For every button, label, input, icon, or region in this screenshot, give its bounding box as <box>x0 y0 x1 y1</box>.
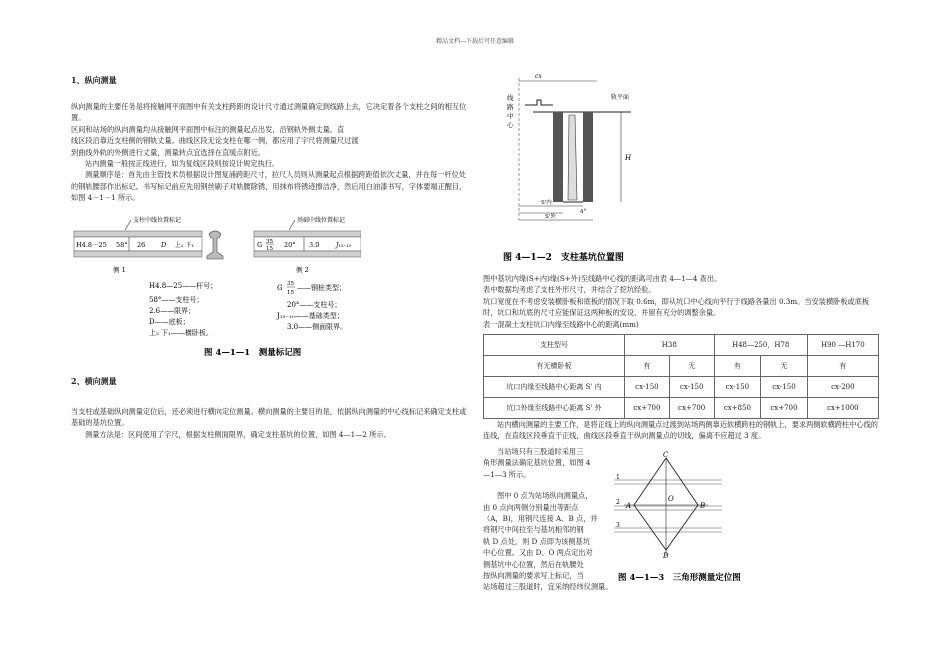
table-cell: cx-200 <box>807 377 878 398</box>
paragraph: 坑口宽度在不考虑安装横卧板和底板的情况下取 0.6m，即从坑口中心线向平行于线路各量出 0.3m。当安装横卧板或底板时，坑口和坑底的尺寸应能保证这两种板的安设，并留有充分的调整余量。 <box>483 296 870 318</box>
legend-right-frac-bottom: 15 <box>287 290 294 296</box>
table-cell: cx+700 <box>625 398 670 419</box>
section-2-body <box>71 406 471 440</box>
page-header: 精品文档---下载后可任意编辑 <box>435 38 515 45</box>
table-row <box>484 398 879 419</box>
table-cell: H38 <box>625 335 715 356</box>
table-cell: 无 <box>669 356 714 377</box>
legend-left-4: 上₂ 下₁——横卧板。 <box>149 329 213 337</box>
paragraph-line: 轨 D 点处，则 D 点即为该侧基坑 <box>483 536 590 546</box>
figure-pit-position <box>483 70 653 265</box>
table-cell: H48—250，H78 <box>714 335 807 356</box>
section-1-body <box>71 101 471 204</box>
rail2-mark-frac-top: 35 <box>266 239 273 245</box>
paragraph: 测量顺序是：首先由主管技术员根据设计图复涌跨距尺寸，拉尺人员则从测量起点根据跨距值依次丈量，并在每一杆位处的钢轨腰部作出标记。书写标记前应先用钢丝刷子对轨腰除锈，用抹布将锈迹擦洁净，然后用白油漆书写，字体要端正醒目，如图 4－1－1 所示。 <box>71 170 467 203</box>
table-cell: cx-150 <box>714 377 761 398</box>
paragraph-line: （A，B)，用钢尺连接 A、B 点，并 <box>483 514 598 524</box>
fig3-track-1: 1 <box>616 474 620 481</box>
rail2-mark-g: G <box>257 241 263 249</box>
table-cell: 坑口外缘至线路中心距离 S' 外 <box>484 398 625 419</box>
fig2-line-center-label <box>507 93 514 129</box>
paragraph: 图中基坑内缘(S+内)缘(S+外)至线路中心线的距离可由表 4—1—4 查出。 <box>483 274 722 283</box>
table-row <box>484 356 879 377</box>
paragraph-line: 将钢尺中间拉至与基坑相邻的钢 <box>483 525 584 535</box>
table-cell: cx+700 <box>761 398 808 419</box>
rail2-mark-angle: 20° <box>284 241 296 249</box>
table-cell: cx+1000 <box>807 398 878 419</box>
fig2-rail-label: 轨平面 <box>611 94 630 101</box>
legend-right-1: 20°——支柱号； <box>287 301 342 309</box>
paragraph: 纵向测量的主要任务是将接触网平面图中有关支柱跨距的设计尺寸通过测量确定到线路上去，它决定着各个支柱之间的相互位置。 <box>71 102 467 123</box>
paragraph-line: 角形测量法确定基坑位置，如图 4 <box>483 458 591 468</box>
fig3-label-a: A <box>626 502 632 510</box>
table-cell: 有 <box>625 356 670 377</box>
rail2-mark-foundation: J₁₅₋₁₀ <box>336 242 352 249</box>
table-row <box>484 377 879 398</box>
legend-left-2: 2.6——限界； <box>149 307 196 315</box>
legend-right-3: 3.0——侧面限界。 <box>287 323 348 331</box>
paragraph-line: 侧基坑中心位置，然后在轨腰处 <box>483 559 584 569</box>
paragraph: 区间和站场的纵向测量均从接触网平面图中标注的测量起点出发，沿钢轨外侧丈量。直 <box>71 124 345 134</box>
table-cell: H90 —H170 <box>807 335 878 356</box>
rail1-mark-angle: 58° <box>116 241 128 249</box>
table-cell: cx-150 <box>761 377 808 398</box>
legend-right-frac-top: 35 <box>287 281 294 287</box>
legend-right-0: ——钢桩类型； <box>297 284 346 292</box>
rail1-mark-num: 26 <box>137 241 146 249</box>
paragraph: 站内测量一般按正线进行，如为复线区段则按设计规定执行。 <box>85 159 280 169</box>
paragraph: 测量方法是：区间使用了字尺，根据支柱侧面限界，确定支柱基坑的位置，如图 4—1—2 所示。 <box>85 429 391 439</box>
rail1-mark-d: D <box>161 241 167 249</box>
right-body-2: 站内横向测量的主要工作，是将正线上的纵向测量点过渡到站场两侧靠近软横跨柱的钢轨上，要求两侧软横跨柱中心线的连线，在直线区段垂直于正线，曲线区段垂直于纵向测量点的切线，偏离不应超过 3 度。 <box>483 420 878 441</box>
table-cell: 有 <box>714 356 761 377</box>
legend-left-3: D——底板； <box>149 318 190 326</box>
fig2-line-center-1: 路 <box>507 103 514 111</box>
fig2-cx: cx <box>535 73 542 80</box>
table-cell: cx+700 <box>669 398 714 419</box>
fig3-label-d: D <box>663 552 669 560</box>
fig2-s-inner: S'内 <box>541 200 552 206</box>
table-row <box>484 335 879 356</box>
legend-right-2: J₁₅₋₁₀——基础类型； <box>277 312 344 320</box>
paragraph-line: —1—3 所示。 <box>483 469 531 479</box>
figure-triangle-measurement <box>612 450 780 590</box>
legend-left-1: 58°——支柱号； <box>149 296 204 304</box>
table-cell: 坑口内缘至线路中心距离 S' 内 <box>484 377 625 398</box>
paragraph-line: 图中 0 点为站场纵向测量点， <box>497 491 593 501</box>
paragraph-line: 站场超过三股道时，宜采纳经纬仪测量。 <box>483 582 613 592</box>
table-cell: cx-150 <box>669 377 714 398</box>
table-cell: 无 <box>761 356 808 377</box>
paragraph: 表中数据均考虑了支柱外形尺寸，并结合了挖坑经验。 <box>483 285 656 295</box>
fig3-label-o: O <box>668 495 674 503</box>
fig1-caption-side2: 侧 2 <box>296 266 309 274</box>
fig3-label-b: B <box>700 502 706 510</box>
rail1-mark-plate: 上₂ 下₁ <box>175 242 194 249</box>
fig2-line-center-3: 心 <box>507 121 514 129</box>
section-2-title: 2、横向测量 <box>71 376 117 386</box>
fig2-caption: 图 4—1—2 支柱基坑位置图 <box>503 253 624 263</box>
legend-left-0: H4.8—25——杆号； <box>149 282 218 290</box>
fig3-track-2: 2 <box>616 499 620 506</box>
distance-table <box>483 334 879 419</box>
table-caption: 表一混凝土支柱坑口内缘至线路中心的距离(mm) <box>483 319 639 329</box>
fig1-label-top1: 支柱中线位置标记 <box>133 217 182 224</box>
fig2-s-outer: S'外 <box>545 214 556 220</box>
paragraph-line: 当站场只有三股道时采用三 <box>497 447 584 456</box>
fig2-line-center-2: 中 <box>507 112 514 120</box>
rail1-mark-pole: H4.8－25 <box>76 241 107 249</box>
paragraph-line: 按纵向测量的要求写上标记，当 <box>483 571 584 581</box>
paragraph: 到曲线外轨的外侧进行丈量，测量转点宜选择在直缓点附近。 <box>71 147 266 157</box>
paragraph-line: 由 0 点向两侧分别量出等距点 <box>483 502 579 512</box>
rail2-mark-frac-bottom: 15 <box>266 246 273 252</box>
rail2-mark-limit: 3.0 <box>309 241 320 249</box>
fig1-label-top2: 基础中线位置标记 <box>297 217 346 224</box>
fig2-H: H <box>625 154 632 162</box>
fig3-caption: 图 4—1—3 三角形测量定位图 <box>618 573 741 583</box>
paragraph: 线区段沿靠近支柱侧的钢轨丈量。曲线区段无论支柱在哪一侧，都应用了字尺将测量尺过渡 <box>71 136 359 146</box>
legend-right-g: G <box>277 284 283 292</box>
right-body-3 <box>483 446 611 593</box>
table-cell: 支柱型号 <box>484 335 625 356</box>
fig2-line-center-0: 线 <box>507 94 514 102</box>
table-cell: 有无横卧板 <box>484 356 625 377</box>
right-body-1 <box>483 273 879 330</box>
fig3-label-c: C <box>663 451 669 459</box>
paragraph-line: 中心位置。又由 D、O 两点定出对 <box>483 548 593 558</box>
figure-measurement-marks <box>71 214 361 364</box>
section-1-title: 1、纵向测量 <box>71 75 117 85</box>
fig2-d: 4° <box>580 209 587 215</box>
fig1-caption-side1: 侧 1 <box>113 266 126 274</box>
table-cell: 有 <box>807 356 878 377</box>
fig1-caption: 图 4—1—1 测量标记图 <box>204 348 302 358</box>
paragraph: 当支柱或基础纵向测量定位后，还必须进行横向定位测量。横向测量的主要目的是，依据纵向测量的中心线标记来确定支柱或基础的基坑位置。 <box>71 407 467 428</box>
table-cell: cx-150 <box>625 377 670 398</box>
fig3-track-3: 3 <box>616 522 620 529</box>
table-cell: cx+850 <box>714 398 761 419</box>
